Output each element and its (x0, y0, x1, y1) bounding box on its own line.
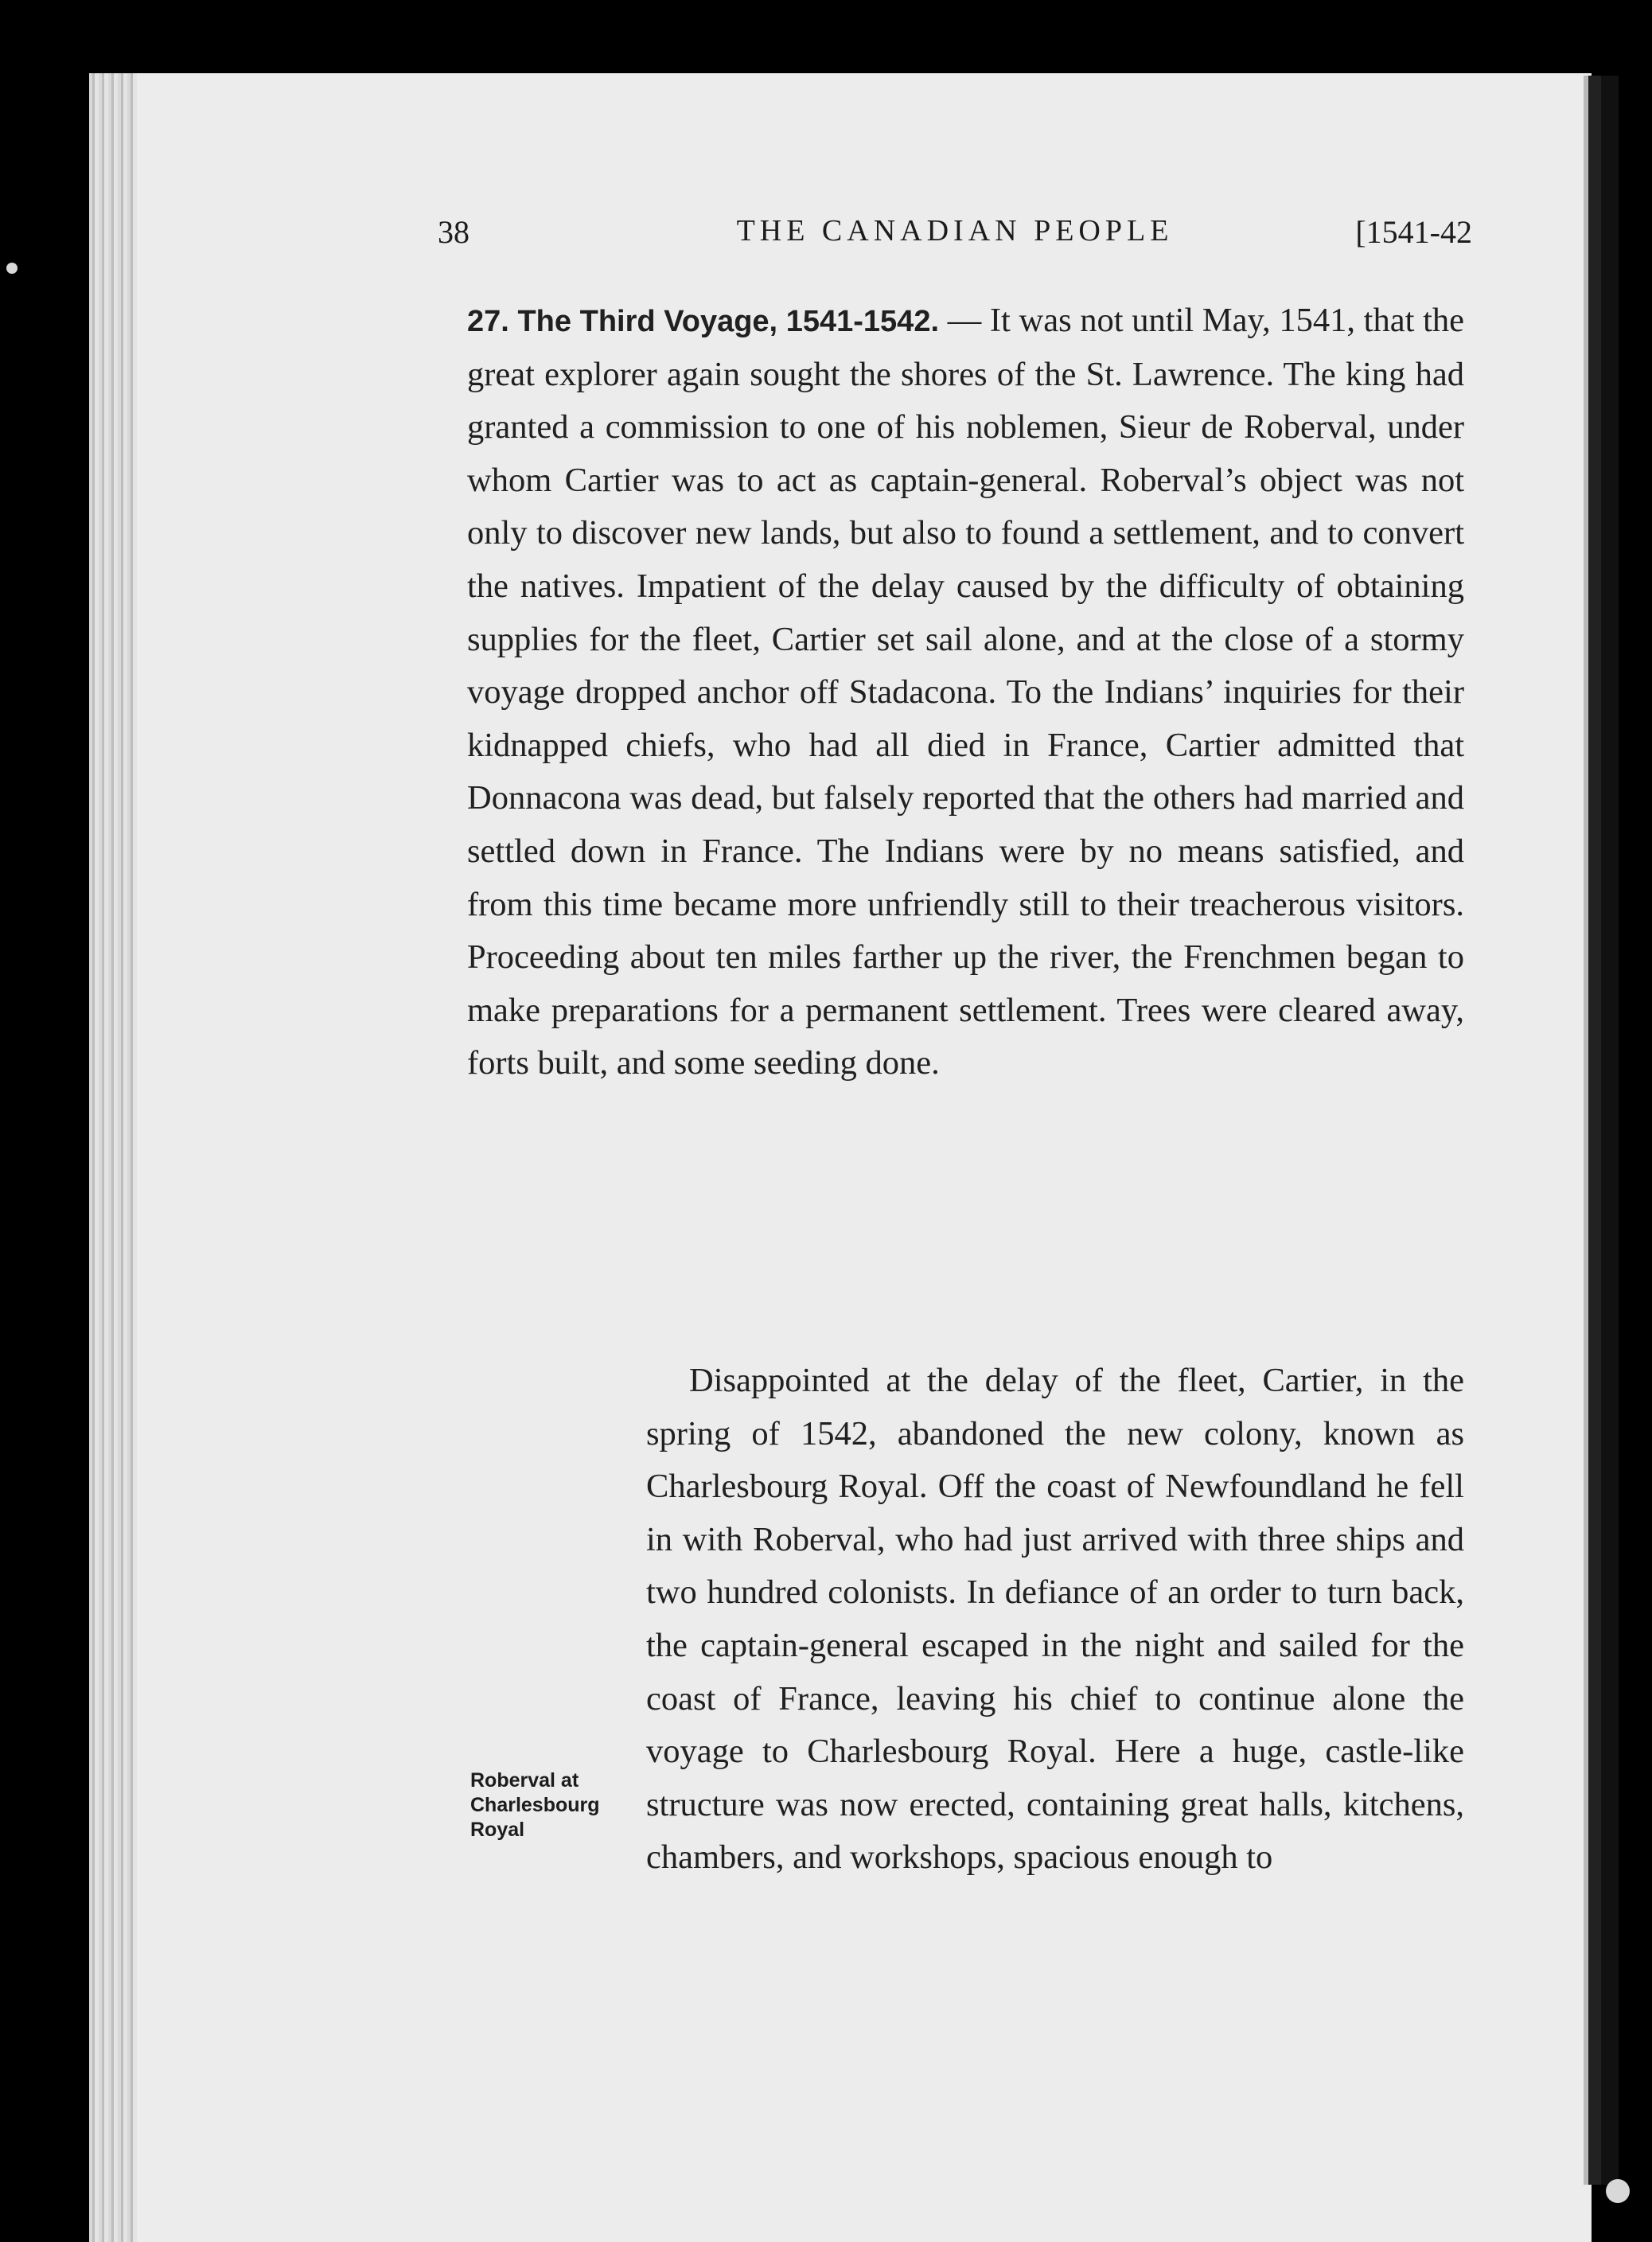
scan-speck (6, 263, 18, 274)
running-head (438, 213, 1472, 261)
margin-sidenote: Roberval at Charlesbourg Royal (470, 1769, 600, 1841)
page-number: 38 (438, 214, 469, 250)
paragraph-2-text: Disappointed at the delay of the fleet, Cartier, in the spring of 1542, abandoned the new colony, known as Charlesbourg Royal. Off the coast of Newfoundland he fell in with Roberval, who had just arrived with three ships and two hundred colonists. In defiance of an order to turn back, the captain-general escaped in the night and sailed for the coast of France, leaving his chief to continue alone the voyage to Charlesbourg Royal. Here a huge, castle-like structure was now erected, containing great halls, kitchens, chambers, and workshops, spacious enough to (646, 1362, 1464, 1877)
running-title: THE CANADIAN PEOPLE (736, 214, 1174, 248)
section-heading: 27. The Third Voyage, 1541-1542. (467, 305, 940, 338)
scan-speck (1606, 2179, 1630, 2203)
page-edge-left (89, 73, 137, 2242)
paragraph-1 (467, 294, 1464, 1090)
paragraph-1-text: — It was not until May, 1541, that the great explorer again sought the shores of the St. Lawrence. The king had granted a commission to one of his noblemen, Sieur de Roberval, under whom Cartier was to act as captain-general. Roberval’s object was not only to discover new lands, but also to found a settlement, and to convert the natives. Impatient of the delay caused by the difficulty of obtaining supplies for the fleet, Cartier set sail alone, and at the close of a stormy voyage dropped anchor off Stadacona. To the Indians’ inquiries for their kidnapped chiefs, who had all died in France, Cartier admitted that Donnacona was dead, but falsely reported that the others had married and settled down in France. The Indians were by no means satisfied, and from this time became more unfriendly still to their treacherous visitors. Proceeding about ten miles farther up the river, the Frenchmen began to make preparations for a permanent settlement. Trees were cleared away, forts built, and some seeding done. (467, 302, 1464, 1082)
running-date-range: [1541-42 (1355, 214, 1472, 250)
page-edge-right (1584, 76, 1619, 2185)
